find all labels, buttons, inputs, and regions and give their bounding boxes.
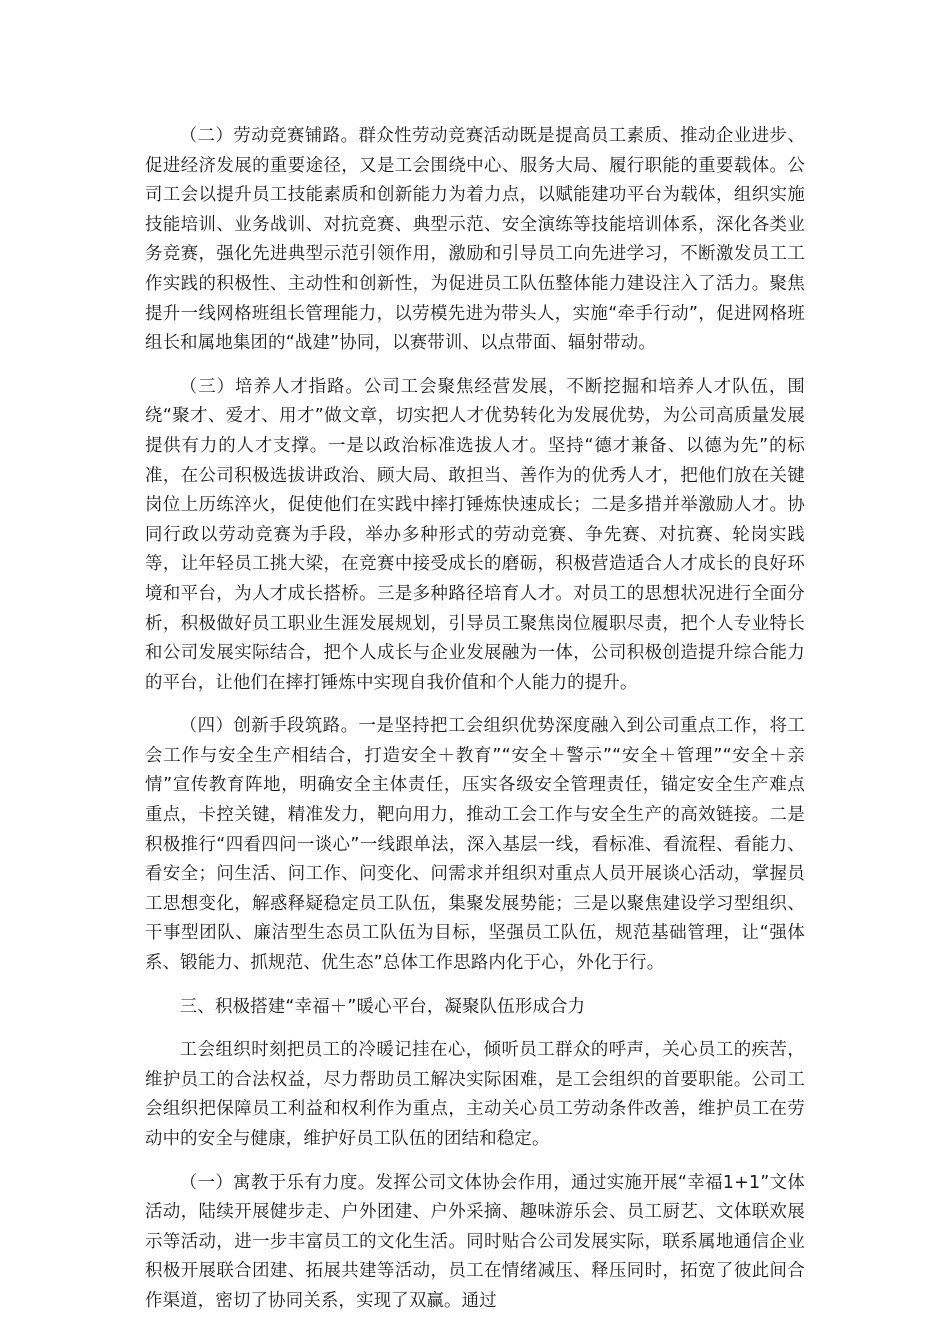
paragraph-union-care: 工会组织时刻把员工的冷暖记挂在心，倾听员工群众的呼声，关心员工的疾苦，维护员工的合法权益，尽力帮助员工解决实际困难，是工会组织的首要职能。公司工会组织把保障员工利益和权利作为重点，主动关心员工劳动条件改善，维护员工在劳动中的安全与健康，维护好员工队伍的团结和稳定。 bbox=[145, 1040, 805, 1149]
paragraph-edutainment: （一）寓教于乐有力度。发挥公司文体协会作用，通过实施开展“幸福1+1”文体活动，陆续开展健步走、户外团建、户外采摘、趣味游乐会、员工厨艺、文体联欢展示等活动，进一步丰富员工的文化生活。同时贴合公司发展实际，联系属地通信企业积极开展联合团建、拓展共建等活动，员工在情绪减压、释压同时，拓宽了彼此间合作渠道，密切了协同关系，实现了双赢。通过 bbox=[145, 1172, 805, 1311]
paragraph-talent-cultivation: （三）培养人才指路。公司工会聚焦经营发展，不断挖掘和培养人才队伍，围绕“聚才、爱才、用才”做文章，切实把人才优势转化为发展优势，为公司高质量发展提供有力的人才支撑。一是以政治标准选拔人才。坚持“德才兼备、以德为先”的标准，在公司积极选拔讲政治、顾大局、敢担当、善作为的优秀人才，把他们放在关键岗位上历练淬火，促使他们在实践中摔打锤炼快速成长；二是多措并举激励人才。协同行政以劳动竞赛为手段，举办多种形式的劳动竞赛、争先赛、对抗赛、轮岗实践等，让年轻员工挑大梁，在竞赛中接受成长的磨砺，积极营造适合人才成长的良好环境和平台，为人才成长搭桥。三是多种路径培育人才。对员工的思想状况进行全面分析，积极做好员工职业生涯发展规划，引导员工聚焦岗位履职尽责，把个人专业特长和公司发展实际结合，把个人成长与企业发展融为一体，公司积极创造提升综合能力的平台，让他们在摔打锤炼中实现自我价值和个人能力的提升。 bbox=[145, 376, 805, 693]
paragraph-labor-competition: （二）劳动竞赛铺路。群众性劳动竞赛活动既是提高员工素质、推动企业进步、促进经济发展的重要途径，又是工会围绕中心、服务大局、履行职能的重要载体。公司工会以提升员工技能素质和创新能力为着力点，以赋能建功平台为载体，组织实施技能培训、业务战训、对抗竞赛、典型示范、安全演练等技能培训体系，深化各类业务竞赛，强化先进典型示范引领作用，激励和引导员工向先进学习，不断激发员工工作实践的积极性、主动性和创新性，为促进员工队伍整体能力建设注入了活力。聚焦提升一线网格班组长管理能力，以劳模先进为带头人，实施“牵手行动”，促进网格班组长和属地集团的“战建”协同，以赛带训、以点带面、辐射带动。 bbox=[145, 126, 805, 354]
paragraph-innovation-means: （四）创新手段筑路。一是坚持把工会组织优势深度融入到公司重点工作，将工会工作与安全生产相结合，打造安全＋教育”“安全＋警示”“安全＋管理”“安全＋亲情”宣传教育阵地，明确安全主体责任，压实各级安全管理责任，锚定安全生产难点重点，卡控关键，精准发力，靶向用力，推动工会工作与安全生产的高效链接。二是积极推行“四看四问一谈心”一线跟单法，深入基层一线，看标准、看流程、看能力、看安全；问生活、问工作、问变化、问需求并组织对重点人员开展谈心活动，掌握员工思想变化，解惑释疑稳定员工队伍，集聚发展势能；三是以聚焦建设学习型组织、干事型团队、廉洁型生态员工队伍为目标，坚强员工队伍，规范基础管理，让“强体系、锻能力、抓规范、优生态”总体工作思路内化于心，外化于行。 bbox=[145, 716, 805, 974]
section-heading-three: 三、积极搭建“幸福＋”暖心平台，凝聚队伍形成合力 bbox=[179, 996, 586, 1017]
document-body bbox=[145, 122, 805, 1331]
